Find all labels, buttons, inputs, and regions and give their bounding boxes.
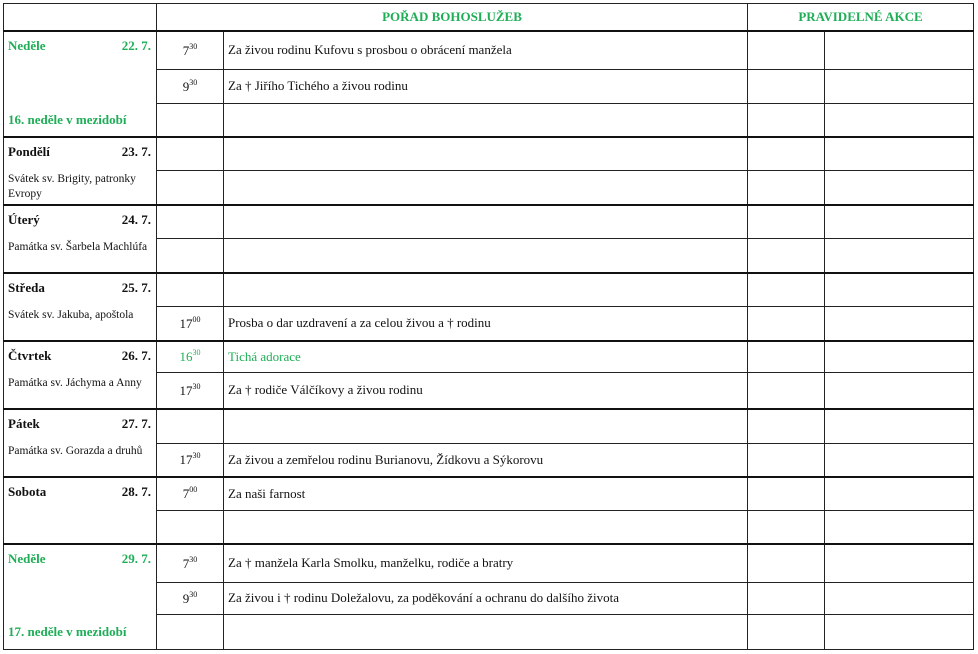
service-time bbox=[157, 510, 224, 544]
service-intent: Za † Jiřího Tichého a živou rodinu bbox=[224, 69, 748, 103]
service-intent: Tichá adorace bbox=[224, 341, 748, 372]
time-hour: 17 bbox=[179, 315, 193, 331]
corner-cell bbox=[4, 4, 157, 32]
time-minute: 30 bbox=[192, 451, 201, 461]
day-date: 24. 7. bbox=[121, 212, 151, 227]
service-row bbox=[4, 341, 974, 372]
service-time bbox=[157, 103, 224, 137]
service-time bbox=[157, 69, 224, 103]
day-date: 26. 7. bbox=[121, 348, 151, 363]
day-date: 25. 7. bbox=[121, 280, 151, 295]
day-header bbox=[8, 280, 152, 296]
day-name: Čtvrtek bbox=[8, 348, 52, 363]
event-description-cell bbox=[825, 341, 974, 372]
day-cell bbox=[4, 341, 157, 409]
service-time bbox=[157, 477, 224, 510]
event-time-cell bbox=[748, 205, 825, 238]
event-description-cell bbox=[825, 409, 974, 443]
service-intent: Za živou rodinu Kufovu s prosbou o obrácení manžela bbox=[224, 31, 748, 69]
event-description-cell bbox=[825, 443, 974, 477]
service-row bbox=[4, 137, 974, 170]
service-intent: Za † manžela Karla Smolku, manželku, rodiče a bratry bbox=[224, 544, 748, 582]
time-hour: 7 bbox=[182, 486, 190, 502]
services-header: POŘAD BOHOSLUŽEB bbox=[157, 4, 748, 32]
service-row bbox=[4, 205, 974, 238]
event-description-cell bbox=[825, 477, 974, 510]
event-time-cell bbox=[748, 477, 825, 510]
day-name: Neděle bbox=[8, 38, 46, 53]
day-header bbox=[8, 38, 152, 54]
event-time-cell bbox=[748, 443, 825, 477]
event-description-cell bbox=[825, 205, 974, 238]
service-row bbox=[4, 31, 974, 69]
service-row bbox=[4, 409, 974, 443]
day-cell bbox=[4, 205, 157, 273]
service-intent bbox=[224, 205, 748, 238]
service-row bbox=[4, 544, 974, 582]
event-time-cell bbox=[748, 409, 825, 443]
event-description-cell bbox=[825, 614, 974, 649]
schedule-table bbox=[3, 3, 974, 650]
day-feast: Památka sv. Šarbela Machlúfa bbox=[8, 241, 148, 253]
day-date: 23. 7. bbox=[121, 144, 151, 159]
day-cell bbox=[4, 137, 157, 205]
time-hour: 17 bbox=[179, 452, 193, 468]
time-hour: 9 bbox=[182, 78, 190, 94]
service-intent: Prosba o dar uzdravení a za celou živou a † rodinu bbox=[224, 306, 748, 341]
service-intent bbox=[224, 510, 748, 544]
event-description-cell bbox=[825, 31, 974, 69]
time-hour: 16 bbox=[179, 349, 193, 365]
time-minute: 30 bbox=[189, 77, 198, 87]
event-time-cell bbox=[748, 170, 825, 205]
event-time-cell bbox=[748, 341, 825, 372]
service-intent bbox=[224, 103, 748, 137]
event-time-cell bbox=[748, 103, 825, 137]
day-name: Pondělí bbox=[8, 144, 50, 159]
service-time bbox=[157, 273, 224, 306]
day-name: Pátek bbox=[8, 416, 40, 431]
event-time-cell bbox=[748, 69, 825, 103]
time-minute: 30 bbox=[189, 589, 198, 599]
service-time bbox=[157, 306, 224, 341]
event-description-cell bbox=[825, 170, 974, 205]
day-date: 22. 7. bbox=[121, 38, 151, 53]
events-header: PRAVIDELNÉ AKCE bbox=[748, 4, 974, 32]
day-date: 27. 7. bbox=[121, 416, 151, 431]
day-cell bbox=[4, 409, 157, 477]
day-cell bbox=[4, 477, 157, 544]
day-feast: Svátek sv. Brigity, patronky Evropy bbox=[8, 173, 136, 200]
day-header bbox=[8, 212, 152, 228]
service-intent bbox=[224, 137, 748, 170]
service-intent: Za naši farnost bbox=[224, 477, 748, 510]
time-minute: 30 bbox=[189, 41, 198, 51]
service-time bbox=[157, 137, 224, 170]
day-header bbox=[8, 416, 152, 432]
day-feast: Památka sv. Jáchyma a Anny bbox=[8, 377, 142, 389]
service-intent bbox=[224, 238, 748, 273]
day-header bbox=[8, 551, 152, 567]
event-time-cell bbox=[748, 372, 825, 409]
service-time bbox=[157, 170, 224, 205]
event-description-cell bbox=[825, 582, 974, 614]
service-intent: Za živou i † rodinu Doležalovu, za poděkování a ochranu do dalšího života bbox=[224, 582, 748, 614]
day-header bbox=[8, 144, 152, 160]
day-cell bbox=[4, 273, 157, 341]
event-description-cell bbox=[825, 69, 974, 103]
service-intent: Za živou a zemřelou rodinu Burianovu, Žídkovu a Sýkorovu bbox=[224, 443, 748, 477]
event-time-cell bbox=[748, 238, 825, 273]
day-date: 28. 7. bbox=[121, 484, 151, 499]
event-time-cell bbox=[748, 273, 825, 306]
day-feast: Svátek sv. Jakuba, apoštola bbox=[8, 309, 134, 321]
time-hour: 7 bbox=[182, 42, 190, 58]
sunday-title: 16. neděle v mezidobí bbox=[8, 112, 127, 127]
day-name: Středa bbox=[8, 280, 45, 295]
header-row bbox=[4, 4, 974, 32]
time-hour: 17 bbox=[179, 382, 193, 398]
service-intent bbox=[224, 273, 748, 306]
event-description-cell bbox=[825, 273, 974, 306]
day-cell bbox=[4, 544, 157, 649]
service-time bbox=[157, 582, 224, 614]
event-time-cell bbox=[748, 582, 825, 614]
day-date: 29. 7. bbox=[121, 551, 151, 566]
event-description-cell bbox=[825, 103, 974, 137]
event-description-cell bbox=[825, 372, 974, 409]
service-intent: Za † rodiče Válčíkovy a živou rodinu bbox=[224, 372, 748, 409]
event-description-cell bbox=[825, 306, 974, 341]
service-time bbox=[157, 443, 224, 477]
service-time bbox=[157, 614, 224, 649]
event-time-cell bbox=[748, 306, 825, 341]
event-description-cell bbox=[825, 544, 974, 582]
service-time bbox=[157, 409, 224, 443]
day-header bbox=[8, 348, 152, 364]
time-minute: 30 bbox=[192, 348, 201, 358]
service-intent bbox=[224, 170, 748, 205]
service-time bbox=[157, 205, 224, 238]
event-description-cell bbox=[825, 137, 974, 170]
time-minute: 00 bbox=[192, 314, 201, 324]
event-time-cell bbox=[748, 137, 825, 170]
service-time bbox=[157, 544, 224, 582]
service-intent bbox=[224, 409, 748, 443]
service-intent bbox=[224, 614, 748, 649]
service-time bbox=[157, 341, 224, 372]
service-time bbox=[157, 31, 224, 69]
day-name: Úterý bbox=[8, 212, 40, 227]
event-time-cell bbox=[748, 544, 825, 582]
day-name: Neděle bbox=[8, 551, 46, 566]
day-header bbox=[8, 484, 152, 500]
service-row bbox=[4, 477, 974, 510]
time-minute: 30 bbox=[189, 554, 198, 564]
service-time bbox=[157, 372, 224, 409]
event-time-cell bbox=[748, 510, 825, 544]
service-time bbox=[157, 238, 224, 273]
day-name: Sobota bbox=[8, 484, 47, 499]
event-description-cell bbox=[825, 238, 974, 273]
event-description-cell bbox=[825, 510, 974, 544]
day-cell bbox=[4, 31, 157, 137]
schedule-body bbox=[4, 31, 974, 649]
day-feast: Památka sv. Gorazda a druhů bbox=[8, 445, 143, 457]
time-hour: 7 bbox=[182, 555, 190, 571]
sunday-title: 17. neděle v mezidobí bbox=[8, 624, 127, 639]
event-time-cell bbox=[748, 614, 825, 649]
time-minute: 30 bbox=[192, 381, 201, 391]
service-row bbox=[4, 273, 974, 306]
time-hour: 9 bbox=[182, 590, 190, 606]
time-minute: 00 bbox=[189, 485, 198, 495]
event-time-cell bbox=[748, 31, 825, 69]
